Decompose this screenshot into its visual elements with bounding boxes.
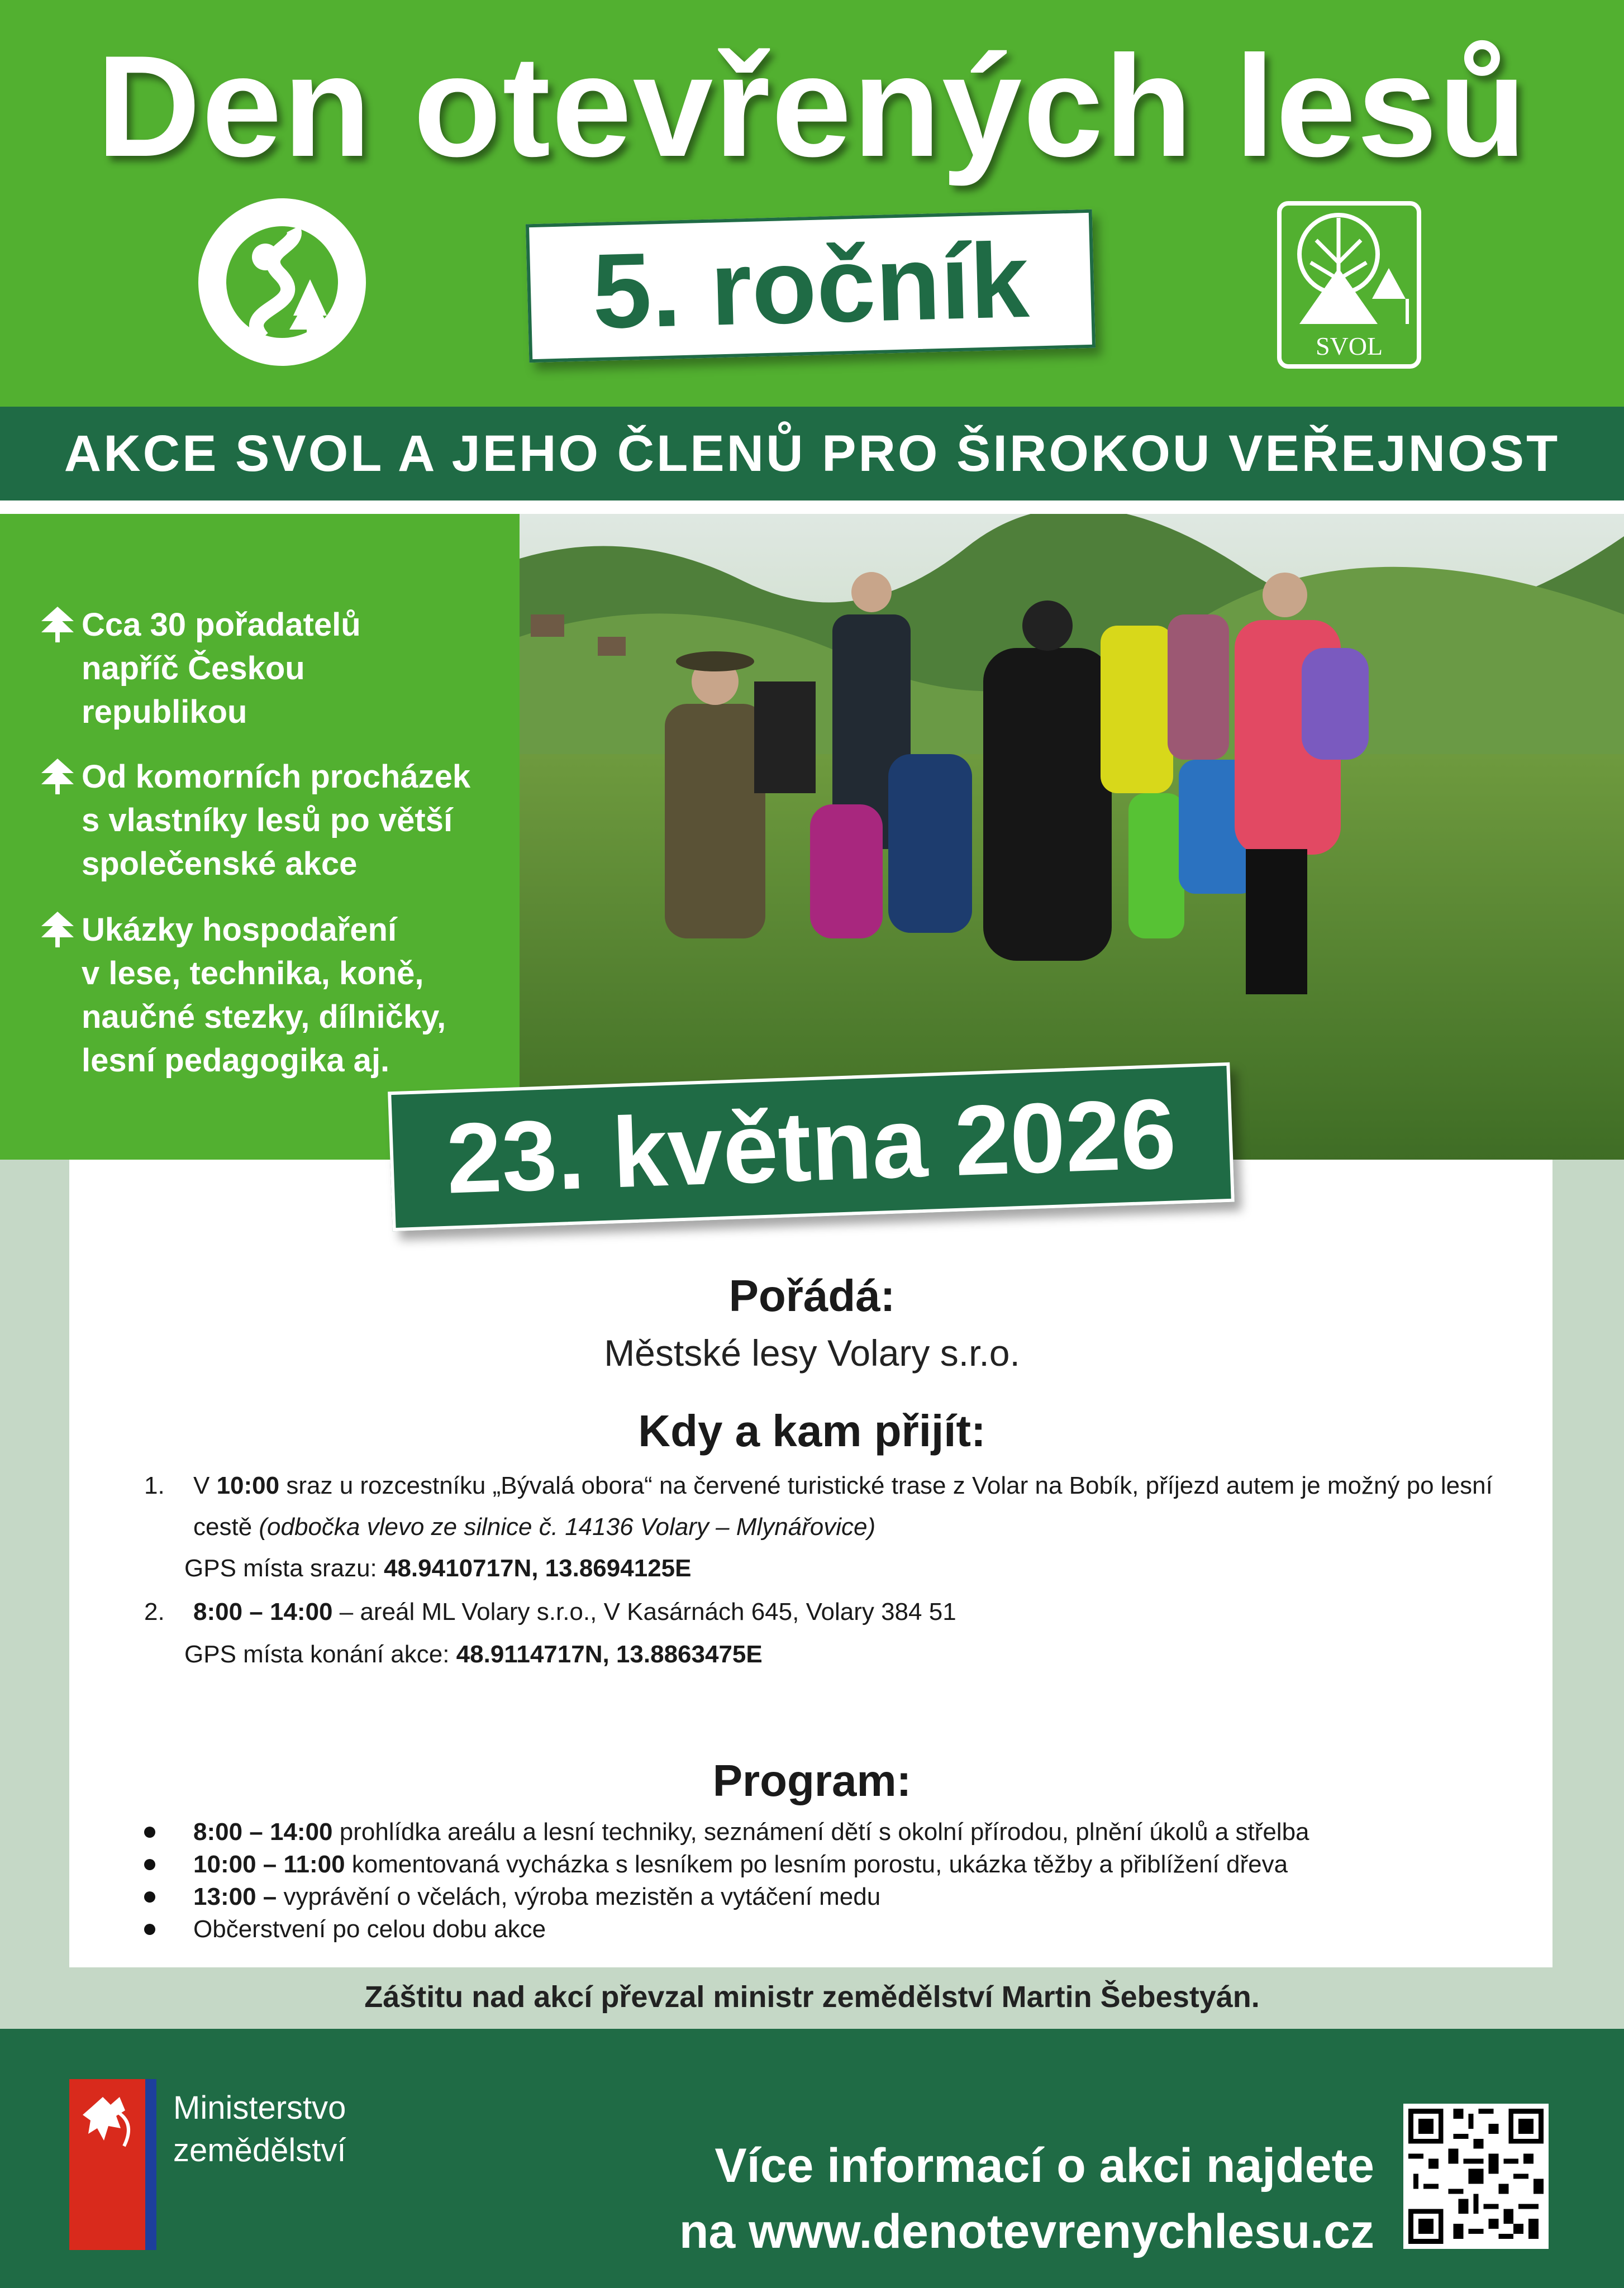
feature-line: republikou xyxy=(82,694,247,730)
feature-line: společenské akce xyxy=(82,846,358,882)
direction-item-2: 8:00 – 14:00 – areál ML Volary s.r.o., V Kasárnách 645, Volary 384 51 xyxy=(193,1598,956,1626)
program-item: 13:00 – vyprávění o včelách, výroba mezistěn a vytáčení medu xyxy=(193,1883,881,1910)
bullet-icon xyxy=(144,1859,155,1870)
feature-line: lesní pedagogika aj. xyxy=(82,1042,390,1079)
features-panel xyxy=(0,514,520,1160)
patronage-note: Záštitu nad akcí převzal ministr zemědělství Martin Šebestyán. xyxy=(364,1980,1260,2014)
list-number: 2. xyxy=(144,1598,165,1626)
svol-logo-text: SVOL xyxy=(1315,332,1383,360)
page-title: Den otevřených lesů xyxy=(96,25,1528,187)
direction-item-1: V 10:00 sraz u rozcestníku „Bývalá obora“ na červené turistické trase z Volar na Bobík, příjezd autem je možný po lesní xyxy=(193,1472,1493,1499)
program-item: 8:00 – 14:00 prohlídka areálu a lesní techniky, seznámení dětí s okolní přírodou, plnění úkolů a střelba xyxy=(193,1818,1309,1846)
organizer-heading: Pořádá: xyxy=(728,1271,896,1321)
tree-icon xyxy=(41,912,74,947)
tree-icon xyxy=(41,759,74,794)
directions-heading: Kdy a kam přijít: xyxy=(638,1406,986,1456)
divider xyxy=(0,500,1624,514)
program-item: 10:00 – 11:00 komentovaná vycházka s lesníkem po lesním porostu, ukázka těžby a přiblížení dřeva xyxy=(193,1851,1288,1878)
edition-badge: 5. ročník xyxy=(526,209,1096,363)
svol-logo-icon xyxy=(1277,201,1421,369)
bullet-icon xyxy=(144,1924,155,1935)
ministry-coat-of-arms-icon xyxy=(69,2079,156,2250)
event-logo-icon xyxy=(196,196,369,369)
more-info-text xyxy=(503,2133,1374,2265)
program-heading: Program: xyxy=(712,1756,912,1805)
ministry-line: zemědělství xyxy=(173,2132,346,2168)
feature-line: napříč Českou xyxy=(82,650,305,687)
ministry-line: Ministerstvo xyxy=(173,2090,346,2126)
qr-code-icon[interactable] xyxy=(1403,2104,1549,2249)
feature-line: Od komorních procházek xyxy=(82,759,471,795)
ministry-name xyxy=(173,2087,346,2172)
bullet-icon xyxy=(144,1827,155,1838)
feature-line: v lese, technika, koně, xyxy=(82,955,424,992)
program-item: Občerstvení po celou dobu akce xyxy=(193,1915,546,1943)
feature-line: Cca 30 pořadatelů xyxy=(82,607,361,643)
event-date-badge: 23. května 2026 xyxy=(388,1062,1235,1231)
gps-venue: GPS místa konání akce: 48.9114717N, 13.8863475E xyxy=(184,1641,763,1668)
gps-meeting: GPS místa srazu: 48.9410717N, 13.8694125E xyxy=(184,1555,692,1582)
feature-line: naučné stezky, dílničky, xyxy=(82,999,446,1035)
feature-line: s vlastníky lesů po větší xyxy=(82,802,453,838)
feature-line: Ukázky hospodaření xyxy=(82,912,397,948)
more-info-line: Více informací o akci najdete xyxy=(715,2139,1374,2192)
subtitle-text: AKCE SVOL A JEHO ČLENŮ PRO ŠIROKOU VEŘEJNOST xyxy=(64,425,1560,482)
direction-item-1-cont: cestě (odbočka vlevo ze silnice č. 14136 Volary – Mlynářovice) xyxy=(193,1513,876,1541)
forest-photo xyxy=(520,514,1624,1160)
tree-icon xyxy=(41,607,74,642)
website-link[interactable]: na www.denotevrenychlesu.cz xyxy=(679,2205,1374,2258)
organizer-name: Městské lesy Volary s.r.o. xyxy=(604,1332,1020,1374)
list-number: 1. xyxy=(144,1472,165,1499)
bullet-icon xyxy=(144,1891,155,1903)
